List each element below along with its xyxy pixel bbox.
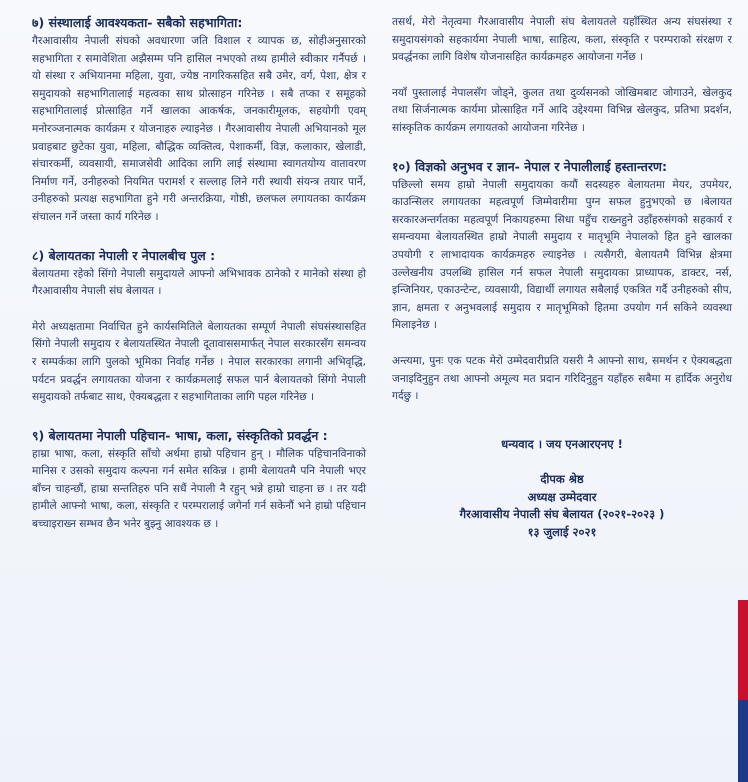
section-9-cont-paragraph-2: नयाँ पुस्तालाई नेपालसँग जोड्ने, कुलत तथा दुर्व्यसनको जोखिमबाट जोगाउने, खेलकुद तथा सिर्जनात्मक कार्यमा प्रोत्साहित गर्ने आदि उद्देश्यमा विभिन्न खेलकुद, प्रतिभा प्रदर्शन, सांस्कृतिक कार्यक्रम लगायतको आयोजना गरिनेछ । bbox=[392, 86, 732, 134]
section-8-paragraph-1: बेलायतमा रहेको सिंगो नेपाली समुदायले आफ्नो अभिभावक ठानेको र मानेको संस्था हो गैरआवासीय नेपाली संघ बेलायत । bbox=[32, 267, 366, 298]
signature-date: १३ जुलाई २०२१ bbox=[527, 524, 597, 539]
thanks-line: धन्यवाद । जय एनआरएनए ! bbox=[501, 436, 623, 451]
right-column bbox=[392, 14, 732, 541]
section-7-heading: ७) संस्थालाई आवश्यकता- सबैको सहभागिता: bbox=[32, 15, 243, 30]
section-9 bbox=[32, 427, 366, 534]
section-10-heading: १०) विज्ञको अनुभव र ज्ञान- नेपाल र नेपालीलाई हस्तान्तरण: bbox=[392, 158, 667, 174]
section-10 bbox=[392, 158, 732, 406]
section-8 bbox=[32, 247, 366, 407]
section-8-paragraph-2: मेरो अध्यक्षतामा निर्वाचित हुने कार्यसमितिले बेलायतका सम्पूर्ण नेपाली संघसंस्थासहित सिंगो नेपाली समुदाय र बेलायतस्थित नेपाली दूतावाससमार्फत् नेपाल सरकारसँग समन्वय र सम्पर्कका लागि पुलको भूमिका निर्वाह गर्नेछ । नेपाल सरकारका लगानी अभिवृद्धि, पर्यटन प्रवर्द्धन लगायतका योजना र कार्यक्रमलाई सफल पार्न बेलायतको सिंगो नेपाली समुदायको तर्फबाट साथ, ऐक्यबद्धता र सहभागिताका लागि पहल गरिनेछ । bbox=[32, 320, 366, 404]
left-column bbox=[32, 14, 366, 554]
section-10-paragraph-1: पछिल्लो समय हाम्रो नेपाली समुदायका कयौं सदस्यहरु बेलायतमा मेयर, उपमेयर, काउन्सिलर लगायतका महत्वपूर्ण जिम्मेवारीमा पुग्न सफल हुनुभएको छ ।बेलायत सरकारअन्तर्गतका महत्वपूर्ण निकायहरुमा सिधा पहुँच राख्नहुने उहाँहरुसंगको सहकार्य र समन्वयमा बेलायतस्थित हाम्रो नेपाली समुदाय र मातृभूमि नेपालको हित हुने खालका उपयोगी र लाभादायक कार्यक्रमहरु ल्याइनेछ । त्यसैगरी, बेलायतमै विभिन्न क्षेत्रमा उल्लेखनीय उपलब्धि हासिल गर्न सफल नेपाली समुदायका प्राध्यापक, डाक्टर, नर्स, इन्जिनियर, एकाउन्टेन्ट, व्यवसायी, विद्यार्थी लगायत सबैलाई एकत्रित गर्दै उनीहरुको सीप, ज्ञान, क्षमता र अनुभवलाई समुदाय र मातृभूमिको हितमा उपयोग गर्न सकिने व्यवस्था मिलाइनेछ । bbox=[392, 178, 732, 332]
closing-paragraph: अन्त्यमा, पुनः एक पटक मेरो उम्मेदवारीप्रति यसरी नै आफ्नो साथ, समर्थन र ऐक्यबद्धता जनाइदिनुहुन तथा आफ्नो अमूल्य मत प्रदान गरिदिनुहुन यहाँहरु सबैमा म हार्दिक अनुरोध गर्दछु । bbox=[392, 354, 732, 403]
section-9-heading: ९) बेलायतमा नेपाली पहिचान- भाषा, कला, संस्कृतिको प्रवर्द्धन : bbox=[32, 427, 328, 443]
section-7 bbox=[32, 14, 366, 227]
candidate-role: अध्यक्ष उम्मेदवार bbox=[527, 489, 597, 504]
signature-block bbox=[392, 436, 732, 542]
candidate-name: दीपक श्रेष्ठ bbox=[540, 472, 584, 487]
section-9-cont-paragraph-1: तसर्थ, मेरो नेतृत्वमा गैरआवासीय नेपाली संघ बेलायतले यहाँस्थित अन्य संघसंस्था र समुदायसंगको सहकार्यमा नेपाली भाषा, साहित्य, कला, संस्कृति र परम्पराको संरक्षण र प्रवर्द्धनका लागि विशेष योजनासहित कार्यक्रमहरु आयोजना गर्नेछ । bbox=[392, 16, 732, 64]
section-7-paragraph: गैरआवासीय नेपाली संघको अवधारणा जति विशाल र व्यापक छ, सोहीअनुसारको सहभागिता र समावेशिता अझैसम्म पनि हासिल नभएको तथ्य हामीले स्वीकार गर्नैपर्छ । यो संस्था र अभियानमा महिला, युवा, ज्येष्ठ नागरिकसहित सबै उमेर, वर्ग, पेशा, क्षेत्र र समुदायको सहभागितालाई महत्वका साथ प्रोत्साहन गरिनेछ । सबै तप्का र समूहको सहभागितालाई प्रोत्साहित गर्ने खालका आकर्षक, जनकारीमूलक, सहयोगी एवम् मनोरञ्जनात्मक कार्यक्रम र योजनाहरु ल्याइनेछ । गैरआवासीय नेपाली अभियानको मूल प्रवाहबाट छुटेका युवा, महिला, बौद्धिक व्यक्तित्व, पेशाकर्मी, विज्ञ, कलाकार, खेलाडी, संचारकर्मी, व्यवसायी, समाजसेवी आदिका लागि लाई संस्थामा स्वागतयोग्य वातावरण निर्माण गर्ने, उनीहरुको नियमित परामर्श र सल्लाह लिने गरी स्थायी संयन्त्र तयार पार्ने, उनीहरुको प्रत्यक्ष सहभागिता हुने गरी अन्तरक्रिया, गोष्ठी, छलफल लगायतका कार्यक्रम संचालन गर्ने जस्ता कार्य गरिनेछ । bbox=[32, 35, 366, 223]
organization-name: गैरआवासीय नेपाली संघ बेलायत (२०२१-२०२३ ) bbox=[459, 507, 665, 522]
flag-accent-stripe bbox=[738, 600, 748, 782]
section-9-continued bbox=[392, 14, 732, 138]
section-9-paragraph: हाम्रा भाषा, कला, संस्कृति साँचो अर्थमा हाम्रो पहिचान हुन् । मौलिक पहिचानविनाको मानिस र उसको समुदाय कल्पना गर्न समेत सकिन्न । हामी बेलायतमै पनि नेपाली भएर बाँच्न चाहन्छौं, हाम्रा सन्ततिहरु पनि सधैं नेपाली नै रहुन् भन्ने हाम्रो चाहना छ । तर यदी हामीले आफ्नो भाषा, कला, संस्कृति र परम्परालाई जगेर्ना गर्न सकेनौं भने हाम्रो पहिचान बच्चाइराख्न सम्भव छैन भनेर बुझ्नु आवश्यक छ । bbox=[32, 447, 366, 531]
section-8-heading: ८) बेलायतका नेपाली र नेपालबीच पुल : bbox=[32, 247, 216, 263]
